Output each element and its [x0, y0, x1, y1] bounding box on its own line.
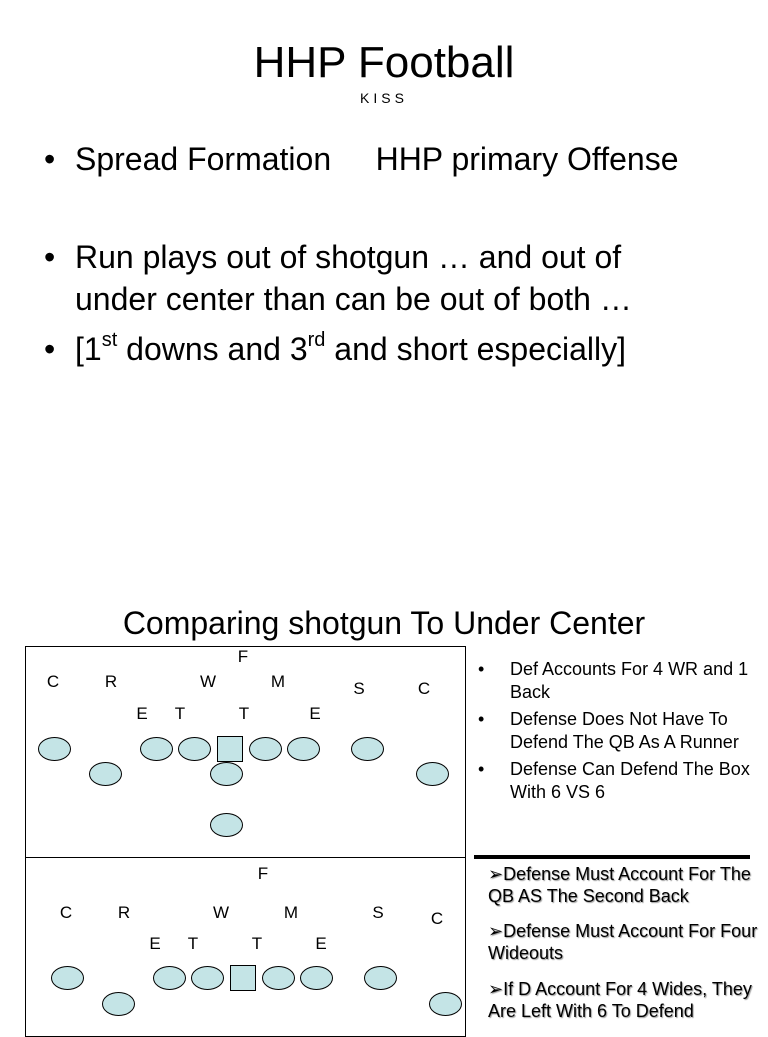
- bullet-text: [75, 328, 626, 370]
- note-shadow-3: ➢If D Account For 4 Wides, They Are Left With 6 To Defend: [488, 979, 752, 1021]
- bullet-item-3: [0, 328, 768, 370]
- bullet-dot: •: [44, 331, 56, 367]
- defender-f: F: [237, 647, 249, 666]
- offensive-player-wideout: [364, 966, 397, 990]
- defender-f: F: [257, 864, 269, 883]
- bullet-text-line2: under center than can be out of both …: [75, 281, 632, 317]
- defender-c: C: [46, 672, 60, 691]
- page-title: HHP Football: [253, 38, 515, 87]
- bullet-dot: •: [478, 759, 485, 779]
- bullet-dot: •: [44, 141, 56, 177]
- bullet-text: Spread Formation HHP primary Offense: [75, 141, 679, 177]
- note-item-1: [0, 658, 768, 704]
- bullet-dot: •: [478, 659, 485, 679]
- offensive-center: [230, 965, 256, 991]
- offensive-player-lineman: [262, 966, 295, 990]
- divider: [474, 855, 750, 859]
- defender-m: M: [270, 672, 286, 691]
- note-item-3: [0, 758, 768, 804]
- offensive-player-running-back: [210, 813, 243, 837]
- bullet-dot: •: [44, 239, 56, 275]
- superscript-rd: rd: [307, 329, 326, 352]
- defender-s: S: [372, 903, 384, 922]
- note-text: Defense Can Defend The Box With 6 VS 6: [510, 759, 750, 802]
- defender-s: S: [353, 679, 365, 698]
- formation-diagram-under-center: [25, 857, 466, 1037]
- defender-t: T: [174, 704, 186, 723]
- bullet-text-line1: Run plays out of shotgun … and out of: [75, 239, 622, 275]
- defender-e: E: [136, 704, 148, 723]
- page-subtitle: KISS: [360, 90, 408, 106]
- offensive-player-lineman: [300, 966, 333, 990]
- defender-c: C: [59, 903, 73, 922]
- bullet-item-1: [0, 138, 768, 180]
- defender-e: E: [309, 704, 321, 723]
- defender-t: T: [251, 934, 263, 953]
- note-item-2: [0, 708, 768, 754]
- bullet-dot: •: [478, 709, 485, 729]
- section-title: Comparing shotgun To Under Center: [122, 605, 646, 641]
- offensive-player-wideout: [102, 992, 135, 1016]
- defender-w: W: [199, 672, 217, 691]
- defender-r: R: [104, 672, 118, 691]
- defender-e: E: [315, 934, 327, 953]
- defender-w: W: [212, 903, 230, 922]
- bullet-text-post: and short especially]: [325, 331, 627, 367]
- offensive-player-lineman: [153, 966, 186, 990]
- offensive-player-wideout: [429, 992, 462, 1016]
- defender-c: C: [417, 679, 431, 698]
- defender-m: M: [283, 903, 299, 922]
- bullet-item-2: [0, 236, 768, 320]
- note-text: Defense Does Not Have To Defend The QB As A Runner: [510, 709, 739, 752]
- defender-r: R: [117, 903, 131, 922]
- defender-t: T: [238, 704, 250, 723]
- bullet-text-mid: downs and 3: [117, 331, 308, 367]
- defender-t: T: [187, 934, 199, 953]
- note-text: Def Accounts For 4 WR and 1 Back: [510, 659, 749, 702]
- bullet-text-pre: [1: [75, 331, 102, 367]
- offensive-player-wideout: [51, 966, 84, 990]
- note-shadow-2: ➢Defense Must Account For Four Wideouts: [488, 921, 758, 963]
- offensive-player-lineman: [191, 966, 224, 990]
- superscript-st: st: [101, 329, 118, 352]
- note-shadow-1: ➢Defense Must Account For The QB AS The Second Back: [488, 864, 751, 906]
- defender-c: C: [430, 909, 444, 928]
- defender-e: E: [149, 934, 161, 953]
